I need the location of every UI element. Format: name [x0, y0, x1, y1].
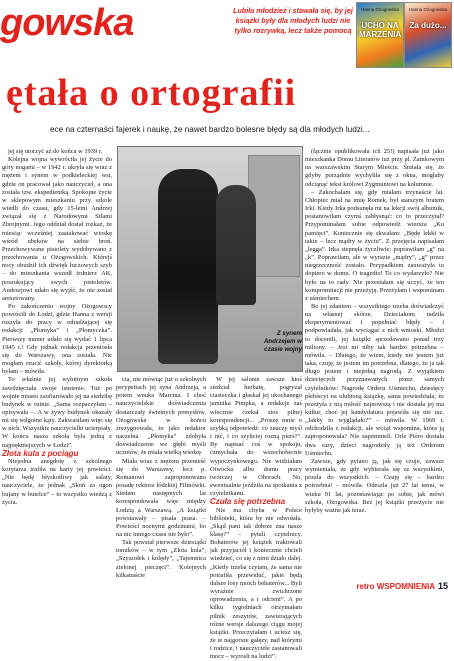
- col2-paragraph: Tak powstał pierwsze dziesiątki tomików – w tym „Złota kula”, „Szyszołek i kolędy”, „Tajemnica zielonej pieczęci”. Kolejnych kilkanaście: [116, 539, 206, 580]
- col1-paragraph: jej się utorzyć aż do końca w 1939 r.: [2, 148, 112, 156]
- col2b-paragraph: W jej salonie zawsze ktoś siedział herbatę, pogryzał ciasteczka i głaskał jej ukochanego jamnika Pimpka, a redakcje zaś wiecznie czekał stos pilnej korespondencji... „Proszę mnie o szybką odpowiedź: co znaczy myśl i nić, i co szybciej rozną pierś?”. By napisać coś w spokoju, czmychała do wszechobecnie wypoczynkowego. Nie widziałam Otwocku albo domu pracy twórczej w Oborach. No, ewentualnie jeździła na spotkania z czytelnikami.: [210, 376, 302, 498]
- book-cover-2: [404, 2, 452, 68]
- col3-paragraph: – Zakochałam się, gdy miałam trzynaście lat. Chłopiec miał na imię Romek, był starszym bratem Irki. Kiedy Irka podsunęła mi na lekcji swój albumik, postanowiłam czymś zabłysnąć: co to przeczytał? Przypominałam sobie odpowiedź wiersza „Ku pamięci”. Koniecznie się skwałam: „Będę lekki w takie – lecz mądry w życiu”. Z przejęcia napisałam „legga”. Irka stepnęła życzliwie: poprawiłam „g” na „k”. Poprawiłam, ale w wyrazie „mądry”, „g” przez niegrzeczność zostało. Przypadkiem zauważyła to dopiero w domu. O tragedio! To co wydarzyło? Nie było na to rady. Nie przestałam się uczyć, że ten kompromitacji nie przeżyję. Przeżyłam i wspominam z uśmiechem.: [305, 189, 444, 303]
- col3-paragraph: Bo jej zdaniem – wszystkiego trzeba doświadczyć na własnej skórze. Dzieciakom radziła eksperymentować i popełniać błędy – i podpowiadała, jak wyciągać z nich wnioski. Młodzi to docenili, jej książki sprzedawano ponad trzy miliony. – Jest mi niby tak bardzo potrzebna – mówiła. – Dlatego, że wiem, kiedy nie jestem już taka, czuję, że jestem im potrzebna, dlatego, że ja tak długo jestem i niejedną nagrodą. Z wyjątkiem dziecięcych przyznawanych przez samych czytelników: Nagrodę Orderu Uśmiechu, dziesięcy plebiscyt na ulubioną książkę, sama powiedziała, że przeżyła z nią miłość najnowszą i nie dostała jej ma kultur, choć jej kandydatura pojawiła się nie raz. „Jakby to wyglądało?” – mówiła. W 1969 r. odchodziła z redakcji, ale wciąż wspomina, która ją zaproponowała? Nie zapomnieli. Orle Pióro dostała dwa razy, dzieci nagrodziły ją też Orderem Uśmiechu.: [305, 303, 444, 458]
- book-cover-1-author: Hanna Ożogowska: [359, 7, 401, 12]
- book-cover-1-title: UCHO NA MARZENIA: [359, 21, 401, 39]
- col1-paragraph: To właśnie jej wybitnym szkoła zawdzięczała swoje istnienie. Tuż po wojnie miasto zaofiarowało jej na siedzibę budynek w ruinie. „Sama rozpaczyłam – opisywała –. A w żywy budynek okazały mi się wilgotne kąty. Zakwasiłam więc się w nich. Wszystkie nauczycielki ucierpiały. W końcu nasza szkoła była jedną z najpiękniejszych w Łodzi”.: [2, 376, 112, 449]
- column-2b: [210, 376, 302, 583]
- col1-paragraph: Po zakończeniu wojny Ożogowscy powrócili do Łodzi, gdzie Hanna z wersji ruszyła do pracy w odradzającej się redakcji „Płomyka” i „Płomyczka”. Pierwszy numer udało się wydać 1 lipca 1945 r.! Gdy jednak redakcja przeniosła się do Warszawy, ona została. Nie mogłam rzucić szkoły, której dyrektorką byłam – mówiła.: [2, 303, 112, 376]
- page-number: 15: [438, 581, 448, 591]
- page-footer: [356, 581, 448, 591]
- col2-paragraph: cia, nie mówiąc już o szkolnych perypetiach jej syna Andrzeja, a potem wnuka Marcina. I choć nauczycielskie doświadczenia dostarczały świetnych pomysłów, Ożogowska w końcu zrezygnowała, że jako redaktor naczelna „Płomyka” zdobyła doświadczenie we głębi myśli uczniów, że miała wielką wiedzę.: [116, 376, 206, 458]
- book-cover-1: [356, 2, 404, 68]
- column-2: [116, 376, 206, 580]
- col2b-paragraph: Nie ma chyba w Polsce biblioteki, która by nie odwołała. „Skąd pani tak dobrze zna nasze klasę?” – pytali czytelnicy. Bohaterów jej książek traktowali jak przyjaciół i koniecznie chcieli wiedzieć, co się z nimi działo dalej. „Kiedy trzeba czytam, że sama nie potrafiła przewiduć, jakie będą dalsze losy moich bohaterów... Byli wyraźnie zwichrzone oprowadzenia, a i odcieni”. A po kilku tygodniach otrzymałam pilnik zeszytów, zawierających różne wersje dalszego ciągu mojej książki. Przeczytałam i uciesz się, że te najgorsze gałęzy, nad którymi i rodzice, i nauczyciele zastanowali mocz – wyrosli na ludzi”.: [210, 507, 302, 661]
- book-cover-2-author: Hanna Ożogowska: [407, 7, 449, 12]
- photo-caption: Z synem Andrzejem w czasie wojny: [244, 330, 302, 354]
- column-3: [305, 148, 444, 515]
- photo-figure-son: [158, 169, 218, 364]
- col3-paragraph: (łącznie opublikowała ich 25!) napisała już jako mieszkanka Domu Literatów tuż przy pl. Zamkowym na warszawskim Starym Mieście. Śmiała się, że gdyby porządnie wychyliła się z okna, mogłaby odciąnąć tekst królowi Zygmuntowi na kolumnie.: [305, 148, 444, 189]
- book-cover-2-title: Za dużo...: [407, 21, 449, 30]
- header-title-fragment: gowska: [0, 2, 133, 45]
- col2-paragraph: Miała wraz z mężem przenieść się do Warszawy, lecz p. Romanowi zaproponowano posadę rektora łódzkiej Filmówki. Siedem następnych lat korespondowała więc między Łodzią a Warszawą. „A książki powstawały – pisała prasa. – Powieści nocnymi godzinami, bo na nic innego czasu nie było”.: [116, 458, 206, 540]
- col1-subhead: Złota kula z pociągu: [2, 450, 112, 458]
- col2b-subhead: Czuła się potrzebna: [210, 498, 302, 506]
- deck: ece na czternaści fajerek i naukę, że nawet bardzo bolesne błędy są dla młodych ludzi...: [50, 125, 450, 134]
- column-1: [2, 148, 112, 507]
- footer-section: retro WSPOMNIENIA: [356, 582, 435, 591]
- col1-paragraph: Niejedna anegdotę z szkolnego korytarza trafiła na karty jej powieści. „Nie będę błyskotliwy jak sałaty, nauczyciele, że jednak „Skoń za ogon bujany w butelce” – to wszystko wiedzą z życia.: [2, 458, 112, 507]
- headline: ętała o ortografii: [6, 74, 296, 112]
- col1-paragraph: Kolejna wojna wywróciła jej życie do góry nogami – w 1942 r. ukryła się wraz z mężem i synem w podkieleckiej wsi, gdzie on pracował jako nauczyciel, a ona została tzw. ekspedientką. Spokojne życie w sklepowym mieszkaniu przy szkole wiedli do czasu, gdy 15-letni Andrzej związał się z Narodowymi Siłami Zbrojnymi. Jego oddział dostał rozkaz, że miesiąc wcześniej zaatakować wioskę wśród ubeków na siebie broń. Przechowywane pistolety wydobywano z przechowania u Ożogowskich. Którejś nocy obudził ich dźwięk łuczowych szyb – do mieszkania wszedł żołnierz AK, poszukujący swych pistoletów. Andrzejowi udało się wyjść, że nie został aresztowany.: [2, 156, 112, 303]
- col3-paragraph: Zawsze, gdy pytano ją, jak się czuje, zawsze wymieniała, że gdy wybierała się ze wszystkimi, poszła do wszystkich. – Czuję się – bardzo potrzebna! – mówiła. Odeszła już 27 lat temu, w wieku 91 lat, pozostawiając po sobie, jak mówi szkoła, Ożogowska. Bez jej książki przeżycie nie byłyby ważne jak teraz.: [305, 458, 444, 515]
- photo-figure-mother: [216, 185, 256, 305]
- header-quote: Lubiła młodzież i stawała się, by jej książki były dla młodych ludzi nie tylko rozrywką, lecz także pomocą: [233, 6, 353, 36]
